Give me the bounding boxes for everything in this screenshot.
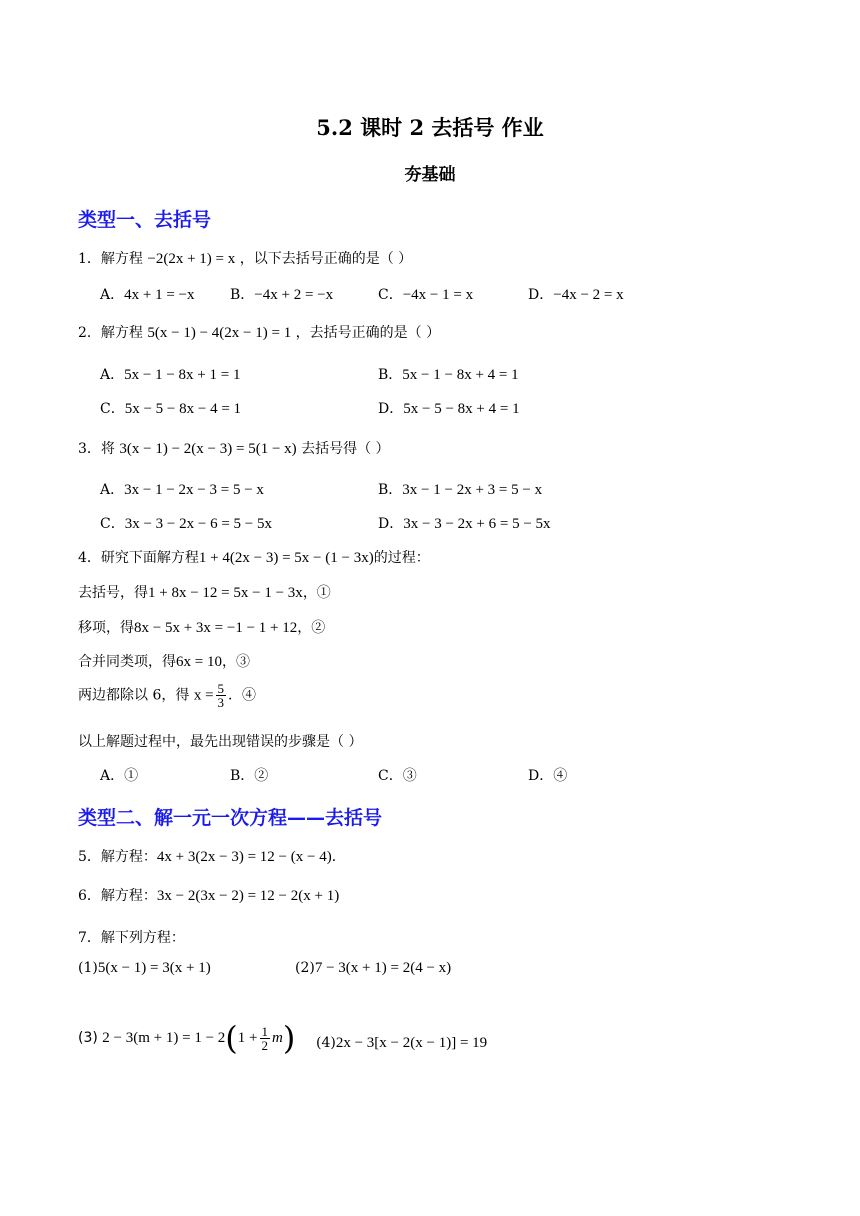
option-label: B． xyxy=(378,482,403,498)
option-label: C． xyxy=(100,401,125,417)
option-text: 5x − 5 − 8x − 4 = 1 xyxy=(124,401,242,417)
part-equation-inner: 1 + xyxy=(237,1030,258,1046)
q4-stem-post: 的过程： xyxy=(373,550,430,566)
question-3-stem xyxy=(78,438,390,458)
q2-stem-pre: 2．解方程 xyxy=(78,325,143,341)
option-text: 3x − 3 − 2x + 6 = 5 − 5x xyxy=(403,516,551,532)
part-label: (2) xyxy=(295,960,315,976)
option-text: −4x − 2 = x xyxy=(553,287,624,303)
option-label: C． xyxy=(378,287,403,303)
q1-option-c[interactable] xyxy=(378,284,473,304)
step-marker: ，② xyxy=(297,620,326,636)
part-equation: 7 − 3(x + 1) = 2(4 − x) xyxy=(314,960,452,976)
q1-option-d[interactable] xyxy=(528,284,624,304)
q4-option-b[interactable]: B．② xyxy=(230,768,269,784)
variable: m xyxy=(272,1030,283,1046)
q4-question: 以上解题过程中，最先出现错误的步骤是（ ） xyxy=(78,734,363,750)
q4-step-2 xyxy=(78,617,325,637)
option-text: 5x − 1 − 8x + 4 = 1 xyxy=(402,367,519,383)
option-text: 3x − 1 − 2x + 3 = 5 − x xyxy=(402,482,543,498)
part-label: (4) xyxy=(316,1035,336,1051)
fraction-numerator: 5 xyxy=(217,681,225,696)
close-paren: ) xyxy=(282,1019,296,1057)
fraction-denominator: 3 xyxy=(217,695,225,710)
q5-equation: 4x + 3(2x − 3) = 12 − (x − 4) xyxy=(156,849,332,865)
q1-equation: −2(2x + 1) = x xyxy=(147,251,236,267)
step-text: 合并同类项，得 xyxy=(78,654,176,670)
step-marker: ，③ xyxy=(221,654,250,670)
q6-stem: 6．解方程： xyxy=(78,888,157,904)
page-title: 5.2 课时 2 去括号 作业 xyxy=(316,115,544,140)
q4-option-c[interactable]: C．③ xyxy=(378,768,417,784)
q2-option-d[interactable] xyxy=(378,398,520,418)
option-text: 5x − 1 − 8x + 1 = 1 xyxy=(124,367,241,383)
option-label: D． xyxy=(378,516,404,532)
section-heading-1: 类型一、去括号 xyxy=(78,209,212,231)
fraction-denominator: 2 xyxy=(261,1037,268,1053)
option-text: 3x − 1 − 2x − 3 = 5 − x xyxy=(124,482,264,498)
question-5 xyxy=(78,846,346,866)
q1-option-a[interactable] xyxy=(100,284,195,304)
option-text: 5x − 5 − 8x + 4 = 1 xyxy=(403,401,520,417)
q7-part-3 xyxy=(78,1019,296,1057)
step-marker: ．④ xyxy=(228,687,257,704)
q4-step-3 xyxy=(78,651,250,671)
option-label: B． xyxy=(230,287,255,303)
q4-step-4 xyxy=(78,682,256,709)
option-label: A． xyxy=(100,287,125,303)
q3-stem-post: 去括号得（ ） xyxy=(301,441,390,457)
part-label: (3) xyxy=(78,1030,98,1046)
q3-stem-pre: 3．将 xyxy=(78,441,115,457)
part-label: (1) xyxy=(78,960,98,976)
step-equation: 8x − 5x + 3x = −1 − 1 + 12 xyxy=(134,620,298,636)
question-4-stem xyxy=(78,547,430,567)
option-text: −4x + 2 = −x xyxy=(254,287,334,303)
step-equation: 1 + 8x − 12 = 5x − 1 − 3x xyxy=(148,585,303,601)
question-7: 7．解下列方程： xyxy=(78,930,185,946)
q7-part-1 xyxy=(78,960,211,977)
option-label: C． xyxy=(100,516,125,532)
q6-equation: 3x − 2(3x − 2) = 12 − 2(x + 1) xyxy=(156,888,340,904)
q2-option-a[interactable] xyxy=(100,364,240,384)
q2-option-b[interactable] xyxy=(378,364,519,384)
q3-equation: 3(x − 1) − 2(x − 3) = 5(1 − x) xyxy=(119,441,297,457)
q4-step-1 xyxy=(78,582,331,602)
q1-stem-post: ，以下去括号正确的是（ ） xyxy=(239,251,413,267)
q3-option-a[interactable] xyxy=(100,479,264,499)
q5-stem: 5．解方程： xyxy=(78,849,157,865)
q2-stem-post: ，去括号正确的是（ ） xyxy=(295,325,441,341)
open-paren: ( xyxy=(225,1019,238,1057)
q5-period: ． xyxy=(331,849,346,865)
question-2-stem xyxy=(78,322,440,342)
fraction xyxy=(216,682,227,709)
q3-option-b[interactable] xyxy=(378,479,542,499)
option-label: D． xyxy=(378,401,404,417)
q1-stem-pre: 1．解方程 xyxy=(78,251,143,267)
q4-stem-pre: 4．研究下面解方程 xyxy=(78,550,199,566)
step-text: 移项，得 xyxy=(78,620,134,636)
q2-option-c[interactable] xyxy=(100,398,241,418)
step-text: 两边都除以 6，得 xyxy=(78,687,190,704)
question-6 xyxy=(78,885,339,905)
step-equation: x = xyxy=(193,687,214,704)
q4-option-a[interactable]: A．① xyxy=(100,768,139,784)
q1-option-b[interactable] xyxy=(230,284,333,304)
option-text: −4x − 1 = x xyxy=(402,287,474,303)
page-subtitle: 夯基础 xyxy=(404,165,456,185)
q3-option-d[interactable] xyxy=(378,513,551,533)
option-label: A． xyxy=(100,482,125,498)
option-label: A． xyxy=(100,367,125,383)
option-text: 4x + 1 = −x xyxy=(124,287,195,303)
part-equation: 2x − 3[x − 2(x − 1)] = 19 xyxy=(335,1035,488,1051)
q2-equation: 5(x − 1) − 4(2x − 1) = 1 xyxy=(147,325,292,341)
step-marker: ，① xyxy=(302,585,331,601)
part-equation: 5(x − 1) = 3(x + 1) xyxy=(97,960,211,976)
question-1-stem xyxy=(78,248,412,268)
q7-part-2 xyxy=(295,960,451,977)
option-label: D． xyxy=(528,287,554,303)
fraction xyxy=(260,1025,271,1052)
step-equation: 6x = 10 xyxy=(176,654,222,670)
q4-equation: 1 + 4(2x − 3) = 5x − (1 − 3x) xyxy=(198,550,374,566)
part-equation: 2 − 3(m + 1) = 1 − 2 xyxy=(102,1030,226,1046)
section-heading-2: 类型二、解一元一次方程——去括号 xyxy=(78,807,383,829)
fraction-numerator: 1 xyxy=(261,1023,268,1039)
q4-option-d[interactable]: D．④ xyxy=(528,768,568,784)
option-text: 3x − 3 − 2x − 6 = 5 − 5x xyxy=(124,516,273,532)
q3-option-c[interactable] xyxy=(100,513,272,533)
step-text: 去括号，得 xyxy=(78,585,148,601)
option-label: B． xyxy=(378,367,403,383)
q7-part-4 xyxy=(316,1035,487,1052)
